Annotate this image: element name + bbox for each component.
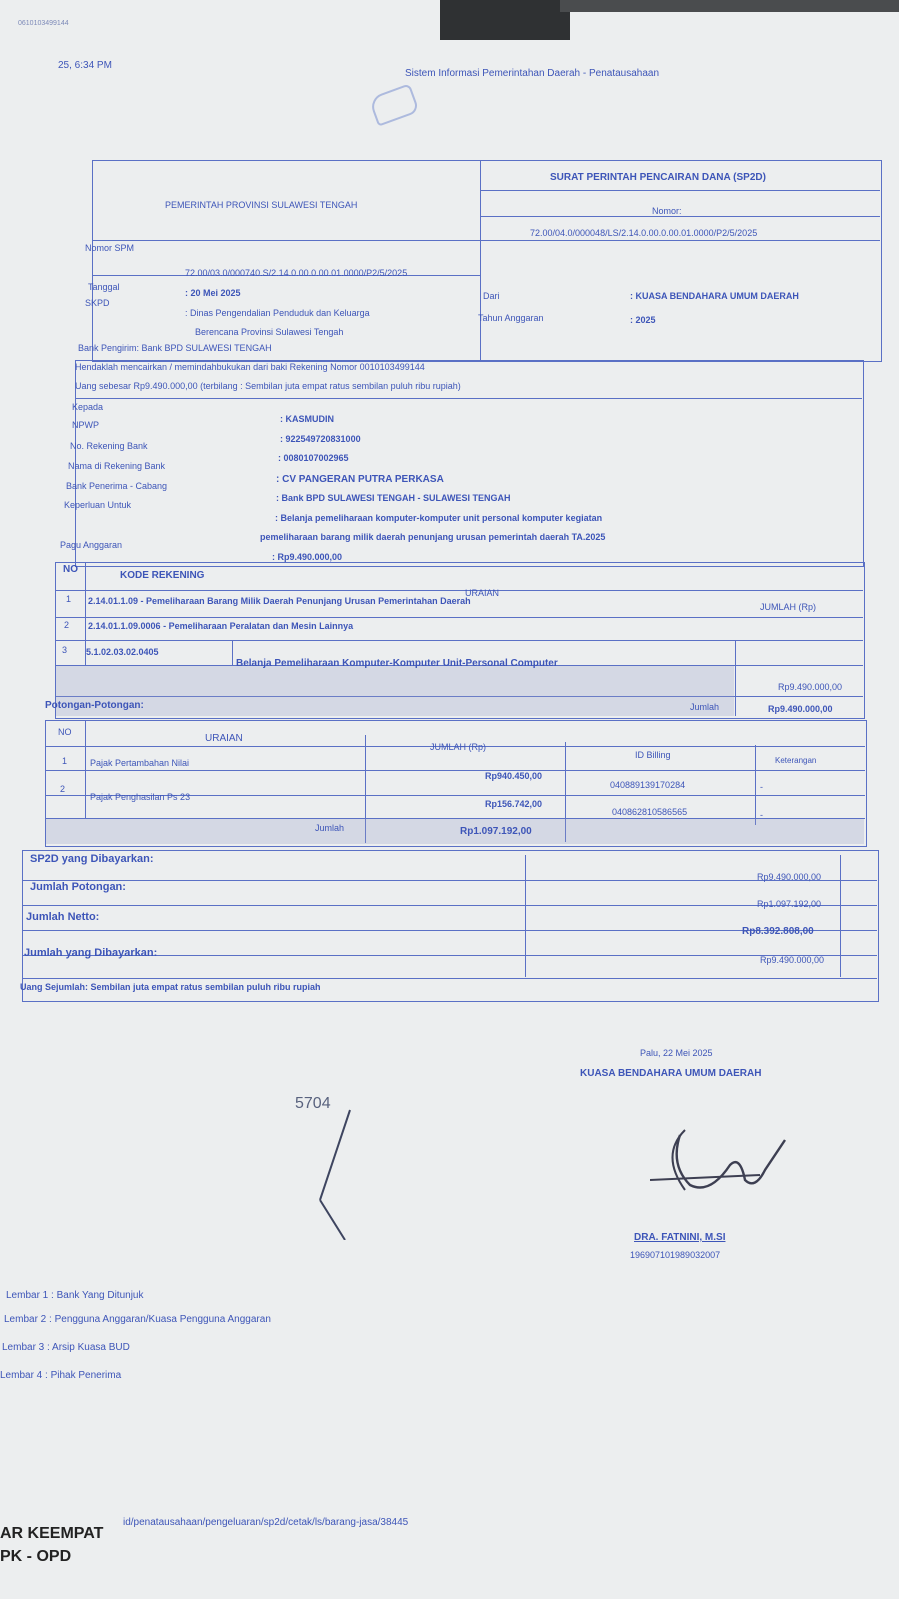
pot-row2-ket: - xyxy=(760,810,763,820)
row-shade xyxy=(56,666,734,716)
pot-col-jumlah: JUMLAH (Rp) xyxy=(430,742,487,752)
row-shade xyxy=(46,819,864,844)
divider xyxy=(480,216,880,217)
system-title: Sistem Informasi Pemerintahan Daerah - Penatausahaan xyxy=(405,68,660,79)
pot-col-uraian: URAIAN xyxy=(205,733,243,744)
rek-row3-uraian: Belanja Pemeliharaan Komputer-Komputer Unit-Personal Computer xyxy=(236,658,558,669)
norek-value: : 0080107002965 xyxy=(278,453,349,463)
divider xyxy=(232,640,233,666)
dari-label: Dari xyxy=(483,291,500,301)
pot-col-ket: Keterangan xyxy=(775,756,817,765)
divider xyxy=(480,190,880,191)
sp2d-label: SP2D yang Dibayarkan: xyxy=(30,853,154,865)
netto-label: Jumlah Netto: xyxy=(26,911,100,923)
instruksi: Hendaklah mencairkan / memindahbukukan dari baki Rekening Nomor 0010103499144 xyxy=(75,362,425,372)
divider xyxy=(22,905,877,906)
potongan-total-value: Rp1.097.192,00 xyxy=(757,899,822,909)
potongan-title: Potongan-Potongan: xyxy=(45,700,144,711)
potongan-total-label: Jumlah Potongan: xyxy=(30,881,126,893)
serial-number: 0610103499144 xyxy=(18,20,69,27)
tahun-label: Tahun Anggaran xyxy=(478,313,544,323)
pot-total-value: Rp1.097.192,00 xyxy=(460,826,532,837)
pagu-label: Pagu Anggaran xyxy=(60,540,123,550)
tanggal-label: Tanggal xyxy=(88,282,120,292)
nomor-label: Nomor: xyxy=(652,206,682,216)
divider xyxy=(525,855,526,977)
footer-url: id/penatausahaan/pengeluaran/sp2d/cetak/ls/barang-jasa/38445 xyxy=(123,1517,409,1528)
rek-total-value: Rp9.490.000,00 xyxy=(768,704,833,714)
nomor-value: 72.00/04.0/000048/LS/2.14.0.00.0.00.01.0000/P2/5/2025 xyxy=(530,228,758,238)
lembar-1: Lembar 1 : Bank Yang Ditunjuk xyxy=(6,1290,144,1301)
lembar-4: Lembar 4 : Pihak Penerima xyxy=(0,1370,122,1381)
sp2d-value: Rp9.490.000,00 xyxy=(757,872,822,882)
print-timestamp: 25, 6:34 PM xyxy=(58,60,112,71)
tahun-value: : 2025 xyxy=(630,315,656,325)
pen-mark xyxy=(300,1090,360,1240)
pagu-value: : Rp9.490.000,00 xyxy=(272,552,343,562)
divider xyxy=(22,880,877,881)
pot-row1-billing: 040889139170284 xyxy=(610,780,686,790)
pot-col-no: NO xyxy=(58,727,72,737)
stamp-mark xyxy=(368,83,420,126)
rek-row1-no: 1 xyxy=(66,594,72,604)
doc-title: SURAT PERINTAH PENCAIRAN DANA (SP2D) xyxy=(550,172,766,183)
uang-sebesar: Uang sebesar Rp9.490.000,00 (terbilang : Sembilan juta empat ratus sembilan puluh ribu rupiah) xyxy=(75,381,461,391)
rek-row1-text: 2.14.01.1.09 - Pemeliharaan Barang Milik Daerah Penunjang Urusan Pemerintahan Daerah xyxy=(88,596,471,606)
col-jumlah: JUMLAH (Rp) xyxy=(760,602,817,612)
dibayarkan-label: Jumlah yang Dibayarkan: xyxy=(24,947,158,959)
skpd-value-2: Berencana Provinsi Sulawesi Tengah xyxy=(195,327,344,337)
netto-value: Rp8.392.808,00 xyxy=(742,926,814,937)
rek-row3-no: 3 xyxy=(62,645,68,655)
divider xyxy=(85,720,86,818)
lembar-3: Lembar 3 : Arsip Kuasa BUD xyxy=(2,1342,130,1353)
pot-row2-jumlah: Rp156.742,00 xyxy=(485,799,543,809)
col-kode: KODE REKENING xyxy=(120,570,205,581)
signature-mark xyxy=(650,1125,790,1215)
keperluan-value-1: : Belanja pemeliharaan komputer-komputer unit personal komputer kegiatan xyxy=(275,513,603,523)
signatory-nip: 196907101989032007 xyxy=(630,1250,721,1260)
government-name: PEMERINTAH PROVINSI SULAWESI TENGAH xyxy=(165,200,358,210)
pot-row1-ket: - xyxy=(760,782,763,792)
kepada-value: : KASMUDIN xyxy=(280,414,334,424)
pot-row2-uraian: Pajak Penghasilan Ps 23 xyxy=(90,792,191,802)
pot-col-billing: ID Billing xyxy=(635,750,671,760)
pot-row2-no: 2 xyxy=(60,784,66,794)
lembar-2: Lembar 2 : Pengguna Anggaran/Kuasa Pengguna Anggaran xyxy=(4,1314,271,1325)
divider xyxy=(840,855,841,977)
divider xyxy=(735,640,736,716)
divider xyxy=(755,745,756,825)
pot-total-label: Jumlah xyxy=(315,823,345,833)
nama-rek-label: Nama di Rekening Bank xyxy=(68,461,166,471)
signatory-name: DRA. FATNINI, M.SI xyxy=(634,1232,726,1243)
pot-row1-no: 1 xyxy=(62,756,68,766)
spm-value: 72.00/03.0/000740.S/2.14.0.00.0.00.01.0000/P2/5/2025 xyxy=(185,268,408,278)
stamp-text-1: AR KEEMPAT xyxy=(0,1525,104,1542)
kepada-label: Kepada xyxy=(72,402,104,412)
dibayarkan-value: Rp9.490.000,00 xyxy=(760,955,825,965)
dari-value: : KUASA BENDAHARA UMUM DAERAH xyxy=(630,291,799,301)
nama-rek-value: : CV PANGERAN PUTRA PERKASA xyxy=(276,474,444,485)
rek-row2-no: 2 xyxy=(64,620,70,630)
npwp-label: NPWP xyxy=(72,420,99,430)
keperluan-value-2: pemeliharaan barang milik daerah penunjang urusan pemerintah daerah TA.2025 xyxy=(260,532,606,542)
divider xyxy=(92,240,880,241)
rek-row3-kode: 5.1.02.03.02.0405 xyxy=(86,647,159,657)
rek-row2-text: 2.14.01.1.09.0006 - Pemeliharaan Peralatan dan Mesin Lainnya xyxy=(88,621,354,631)
background-edge xyxy=(560,0,899,12)
npwp-value: : 922549720831000 xyxy=(280,434,361,444)
skpd-label: SKPD xyxy=(85,298,110,308)
col-no: NO xyxy=(63,564,78,575)
divider xyxy=(55,640,863,641)
bank-penerima-label: Bank Penerima - Cabang xyxy=(66,481,168,491)
divider xyxy=(45,770,865,771)
tanggal-value: : 20 Mei 2025 xyxy=(185,288,241,298)
divider xyxy=(22,978,877,979)
col-uraian: URAIAN xyxy=(465,588,500,598)
bank-penerima-value: : Bank BPD SULAWESI TENGAH - SULAWESI TENGAH xyxy=(276,493,511,503)
signatory-role: KUASA BENDAHARA UMUM DAERAH xyxy=(580,1068,762,1079)
pot-row1-jumlah: Rp940.450,00 xyxy=(485,771,543,781)
rek-total-label: Jumlah xyxy=(690,702,720,712)
divider xyxy=(55,617,863,618)
stamp-text-2: PK - OPD xyxy=(0,1548,72,1565)
divider xyxy=(55,590,863,591)
place-date: Palu, 22 Mei 2025 xyxy=(640,1048,713,1058)
norek-label: No. Rekening Bank xyxy=(70,441,148,451)
handwritten-note: 5704 xyxy=(295,1095,331,1112)
spm-label: Nomor SPM xyxy=(85,243,135,253)
keperluan-label: Keperluan Untuk xyxy=(64,500,132,510)
background-edge xyxy=(440,0,570,40)
bank-pengirim: Bank Pengirim: Bank BPD SULAWESI TENGAH xyxy=(78,343,272,353)
divider xyxy=(75,398,862,399)
pot-row2-billing: 040862810586565 xyxy=(612,807,688,817)
terbilang: Uang Sejumlah: Sembilan juta empat ratus sembilan puluh ribu rupiah xyxy=(20,982,321,992)
skpd-value-1: : Dinas Pengendalian Penduduk dan Keluarga xyxy=(185,308,370,318)
pot-row1-uraian: Pajak Pertambahan Nilai xyxy=(90,758,190,768)
rek-row3-jumlah: Rp9.490.000,00 xyxy=(778,682,843,692)
